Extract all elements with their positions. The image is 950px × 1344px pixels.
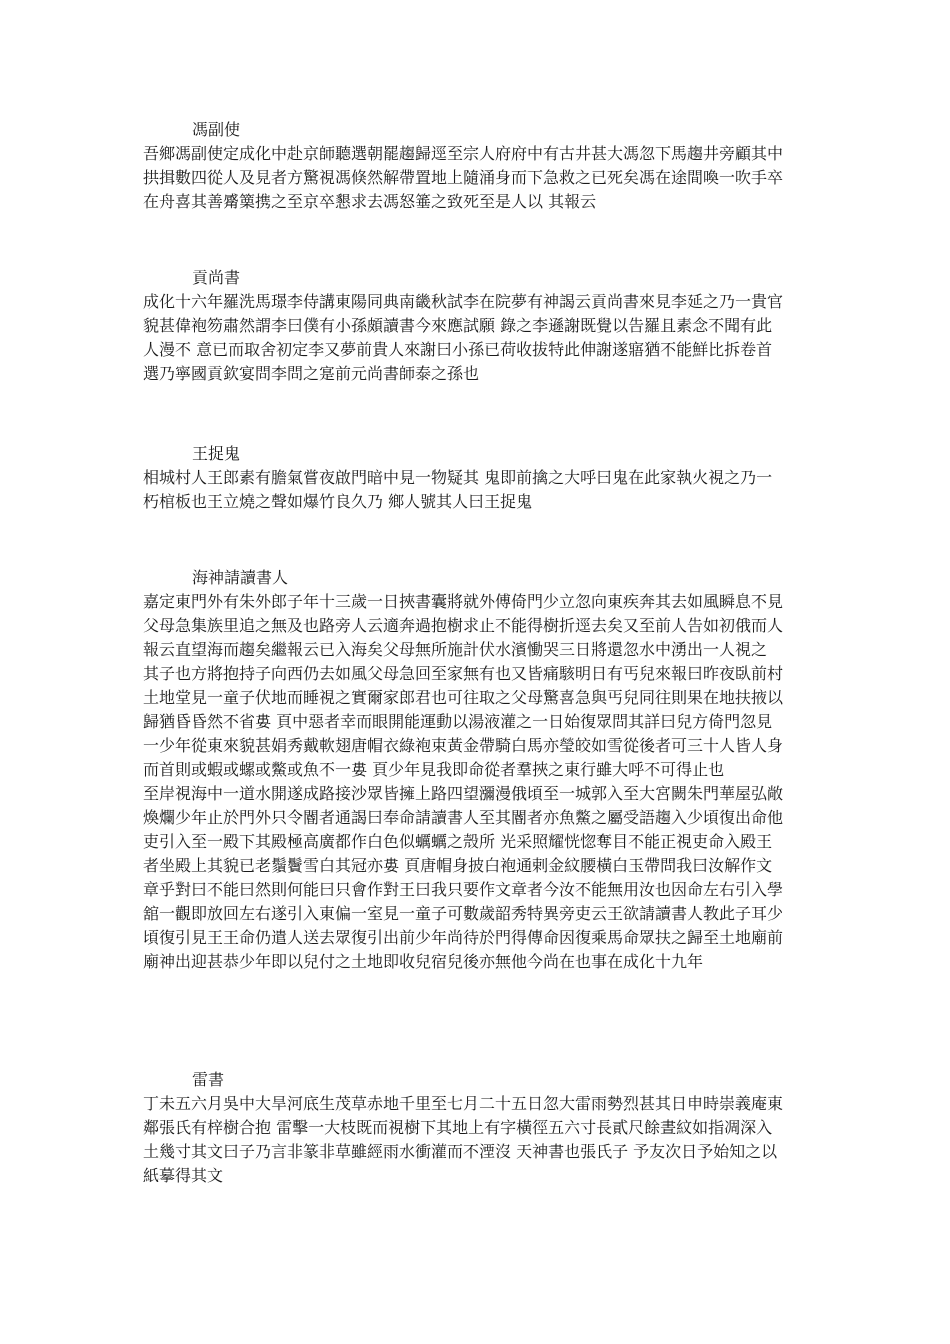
entry-lei-shu bbox=[143, 1068, 815, 1188]
text-line: 煥爛少年止於門外只令閽者通謁曰奉命請讀書人至其閽者亦魚鱉之屬受語趨入少頃復出命他 bbox=[143, 808, 784, 827]
text-line: 舘一觀即放回左右遂引入東偏一室見一童子可數歲韶秀特異旁吏云王欲請讀書人教此子耳少 bbox=[143, 904, 784, 923]
text-line: 報云直望海而趨矣繼報云已入海矣父母無所施計伏水濱慟哭三日將還忽水中湧出一人視之 bbox=[143, 640, 768, 659]
text-line: 紙摹得其文 bbox=[143, 1166, 224, 1185]
text-line: 相城村人王郎素有膽氣嘗夜啟門暗中見一物疑其 鬼即前擒之大呼曰鬼在此家執火視之乃一 bbox=[143, 468, 773, 487]
entry-gong-shangshu bbox=[143, 266, 815, 386]
entry-title: 馮副使 bbox=[192, 120, 241, 139]
text-line: 歸猶昏昏然不省婁 頁中惡者幸而眼開能運動以湯液灌之一日始復眾問其詳曰兒方倚門忽見 bbox=[143, 712, 773, 731]
text-line: 父母急集族里追之無及也路旁人云適奔過抱樹求止不能得樹折逕去矣又至前人告如初俄而人 bbox=[143, 616, 784, 635]
text-line: 章乎對曰不能曰然則何能曰只會作對王曰我只要作文章者今汝不能無用汝也因命左右引入學 bbox=[143, 880, 784, 899]
text-line: 丁未五六月吳中大旱河底生茂草赤地千里至七月二十五日忽大雷雨勢烈甚其日申時崇義庵東 bbox=[143, 1094, 784, 1113]
entry-title: 王捉鬼 bbox=[192, 444, 241, 463]
text-line: 朽棺板也王立燒之聲如爆竹良久乃 鄉人號其人曰王捉鬼 bbox=[143, 492, 533, 511]
entry-title: 雷書 bbox=[192, 1070, 225, 1089]
text-line: 貌甚偉袍笏肅然謂李曰僕有小孫頗讀書今來應試願 錄之李遜謝既覺以告羅且素念不聞有此 bbox=[143, 316, 773, 335]
entry-title: 海神請讀書人 bbox=[192, 568, 289, 587]
text-line: 其子也方將抱持子向西仍去如風父母急回至家無有也又皆痛駭明日有丐兒來報曰昨夜臥前村 bbox=[143, 664, 784, 683]
text-line: 在舟喜其善觱篥携之至京卒懇求去馮怒箠之致死至是人以 其報云 bbox=[143, 192, 597, 211]
entry-haishen-qing-dushuren bbox=[143, 566, 815, 974]
text-line: 一少年從東來貌甚娟秀戴軟翅唐帽衣綠袍束黃金帶騎白馬亦瑩皎如雪從後者可三十人皆人身 bbox=[143, 736, 784, 755]
entry-feng-fushi bbox=[143, 118, 815, 214]
text-line: 選乃寧國貢欽宴問李問之寔前元尚書師泰之孫也 bbox=[143, 364, 480, 383]
text-line: 吾鄉馮副使定成化中赴京師聽選朝罷趨歸逕至宗人府府中有古井甚大馮忽下馬趨井旁顧其中 bbox=[143, 144, 784, 163]
text-line: 者坐殿上其貌已老鬚鬢雪白其冠亦婁 頁唐帽身披白袍通剌金紋腰橫白玉帶問我曰汝解作文 bbox=[143, 856, 773, 875]
text-line: 成化十六年羅洗馬璟李侍講東陽同典南畿秋試李在院夢有神謁云貢尚書來見李延之乃一貴官 bbox=[143, 292, 784, 311]
text-line: 頃復引見王王命仍遣人送去眾復引出前少年尚待於門得傳命因復乘馬命眾扶之歸至土地廟前 bbox=[143, 928, 784, 947]
text-line: 而首則或蝦或螺或鱉或魚不一婁 頁少年見我即命從者羣挾之東行雖大呼不可得止也 bbox=[143, 760, 725, 779]
text-line: 嘉定東門外有朱外郎子年十三歲一日挾書囊將就外傅倚門少立忽向東疾奔其去如風瞬息不見 bbox=[143, 592, 784, 611]
text-line: 至岸視海中一道水開遂成路接沙眾皆擁上路四望瀰漫俄頃至一城郭入至大宮闕朱門華屋弘敞 bbox=[143, 784, 784, 803]
text-line: 廟神出迎甚恭少年即以兒付之土地即收兒宿兒後亦無他今尚在也事在成化十九年 bbox=[143, 952, 704, 971]
text-line: 土幾寸其文曰子乃言非篆非草雖經雨水衝灌而不湮沒 天神書也張氏子 予友次日予始知之以 bbox=[143, 1142, 778, 1161]
entry-wang-zhuogui bbox=[143, 442, 815, 514]
text-line: 土地堂見一童子伏地而睡視之實爾家郎君也可往取之父母驚喜急與丐兒同往則果在地扶掖以 bbox=[143, 688, 784, 707]
text-line: 吏引入至一殿下其殿極高廣都作白色似蠣蠣之殼所 光采照耀恍惚奪目不能正視吏命入殿王 bbox=[143, 832, 773, 851]
text-line: 鄰張氏有梓樹合抱 雷擊一大枝既而視樹下其地上有字橫徑五六寸長貳尺餘晝紋如指凋深入 bbox=[143, 1118, 773, 1137]
text-line: 拱揖數四從人及見者方驚視馮倏然解帶置地上隨涌身而下急救之已死矣馮在途間喚一吹手卒 bbox=[143, 168, 784, 187]
entry-title: 貢尚書 bbox=[192, 268, 241, 287]
text-line: 人漫不 意已而取舍初定李又夢前貴人來謝曰小孫已荷收拔特此伸謝遂寤猶不能鮮比拆卷首 bbox=[143, 340, 773, 359]
